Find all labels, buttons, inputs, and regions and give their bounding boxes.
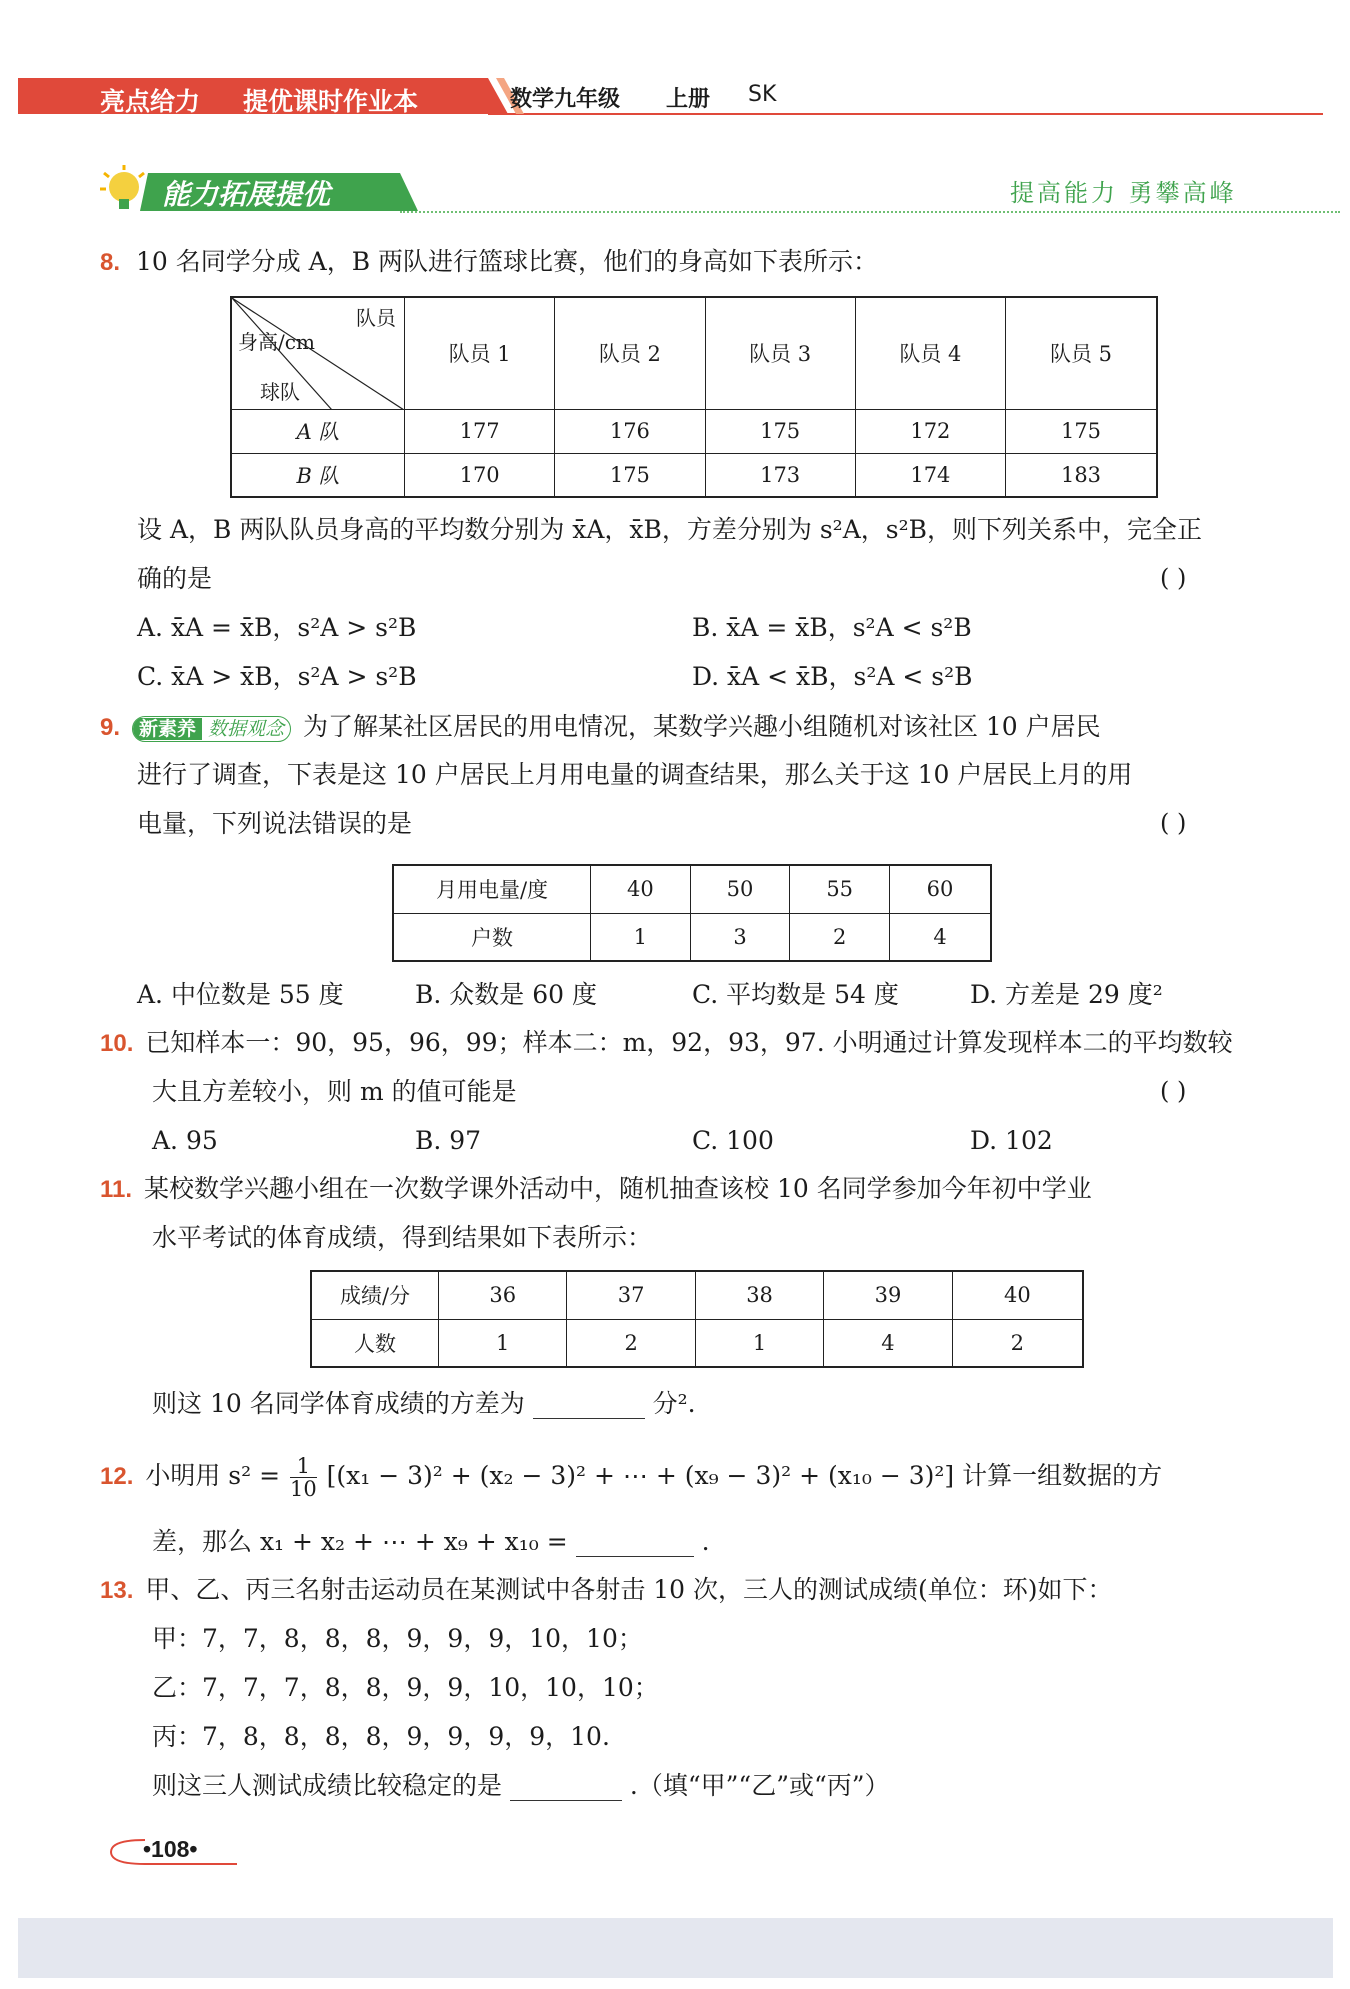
q8-col-header: 队员 5 [1006, 297, 1158, 409]
q11-answer-blank[interactable] [533, 1394, 645, 1419]
table-cell: 1 [695, 1319, 823, 1367]
q9-text1: 为了解某社区居民的用电情况，某数学兴趣小组随机对该社区 10 户居民 [302, 712, 1101, 741]
table-cell: 3 [690, 913, 790, 961]
q13-bing: 丙：7，8，8，8，8，9，9，9，9，10. [152, 1722, 610, 1751]
table-cell: 39 [824, 1271, 952, 1319]
q8-col-header: 队员 4 [855, 297, 1005, 409]
q12-post: 计算一组数据的方 [962, 1461, 1163, 1490]
q11-text1: 某校数学兴趣小组在一次数学课外活动中，随机抽查该校 10 名同学参加今年初中学业 [144, 1174, 1092, 1203]
table-cell: 175 [705, 409, 855, 453]
q10-option-c: C. 100 [692, 1126, 774, 1155]
header-book: 提优课时作业本 [243, 87, 419, 116]
q8-row-a [231, 409, 1157, 453]
table-cell: 175 [1006, 409, 1158, 453]
q9-line2: 进行了调查，下表是这 10 户居民上月用电量的调查结果，那么关于这 10 户居民上月的用 [137, 760, 1133, 789]
bottom-band [18, 1918, 1333, 1978]
q8-stem-line [100, 247, 878, 278]
q8-team-label: B 队 [231, 453, 405, 497]
header-subject: 数学九年级 [510, 87, 621, 112]
q9-option-c: C. 平均数是 54 度 [692, 980, 899, 1009]
header-bar [18, 76, 1323, 116]
q9-tag [132, 716, 291, 742]
q13-text1: 甲、乙、丙三名射击运动员在某测试中各射击 10 次，三人的测试成绩(单位：环)如下： [145, 1575, 1113, 1604]
q12-fraction [290, 1455, 317, 1500]
table-cell: 40 [952, 1271, 1083, 1319]
q10-option-a: A. 95 [152, 1126, 218, 1155]
q11-ask [152, 1389, 696, 1419]
q9-number: 9. [100, 714, 121, 741]
q11-line2: 水平考试的体育成绩，得到结果如下表所示： [152, 1223, 653, 1252]
table-cell: 1 [439, 1319, 567, 1367]
table-cell: 40 [591, 865, 691, 913]
q10-line1 [100, 1028, 1233, 1059]
q8-option-b: B. x̄A = x̄B，s²A < s²B [692, 613, 972, 642]
q13-answer-blank[interactable] [510, 1776, 622, 1801]
q10-text1: 已知样本一：90，95，96，99；样本二：m，92，93，97. 小明通过计算发现样本二的平均数较 [145, 1028, 1233, 1057]
q12-line2 [152, 1527, 710, 1557]
table-cell: 176 [555, 409, 705, 453]
table-cell: 174 [855, 453, 1005, 497]
q10-option-b: B. 97 [415, 1126, 482, 1155]
q8-col-header: 队员 3 [705, 297, 855, 409]
q13-jia: 甲：7，7，8，8，8，9，9，9，10，10； [152, 1624, 643, 1653]
q8-ask-line1: 设 A，B 两队队员身高的平均数分别为 x̄A，x̄B，方差分别为 s²A，s²B，则下列关系中，完全正 [137, 515, 1202, 544]
q12-line2-pre: 差，那么 x₁ + x₂ + ⋯ + x₉ + x₁₀ = [152, 1527, 568, 1556]
table-cell: 55 [790, 865, 890, 913]
section-underline [400, 211, 1340, 213]
q9-answer-paren[interactable]: ( ) [1160, 809, 1187, 837]
q11-ask-pre: 则这 10 名同学体育成绩的方差为 [152, 1389, 525, 1418]
table-cell: 1 [591, 913, 691, 961]
q8-col-header: 队员 2 [555, 297, 705, 409]
q8-col-header: 队员 1 [405, 297, 555, 409]
q9-line3: 电量，下列说法错误的是 [137, 809, 413, 838]
table-cell: 2 [952, 1319, 1083, 1367]
header-brand: 亮点给力 [100, 87, 201, 116]
q8-option-a: A. x̄A = x̄B，s²A > s²B [137, 613, 417, 642]
table-cell: 177 [405, 409, 555, 453]
table-cell: 37 [567, 1271, 695, 1319]
q12-frac-num: 1 [290, 1455, 317, 1478]
q12-frac-den: 10 [289, 1477, 317, 1501]
q8-table [230, 296, 1158, 498]
section-motto: 提高能力 勇攀高峰 [1010, 179, 1237, 207]
q9-option-b: B. 众数是 60 度 [415, 980, 597, 1009]
table-cell: 2 [790, 913, 890, 961]
q9-table [392, 864, 992, 962]
q10-answer-paren[interactable]: ( ) [1160, 1077, 1187, 1105]
table-cell: 50 [690, 865, 790, 913]
q8-corner-top: 队员 [356, 306, 396, 330]
table-cell: 172 [855, 409, 1005, 453]
table-cell: 183 [1006, 453, 1158, 497]
q9-option-a: A. 中位数是 55 度 [137, 980, 344, 1009]
q9-tag-primary: 新素养 [133, 718, 202, 740]
q8-answer-paren[interactable]: ( ) [1160, 564, 1187, 592]
q9-row-label: 月用电量/度 [393, 865, 591, 913]
table-cell: 170 [405, 453, 555, 497]
q10-line2: 大且方差较小，则 m 的值可能是 [152, 1077, 517, 1106]
q13-ask [152, 1771, 890, 1801]
q11-row-label: 成绩/分 [311, 1271, 439, 1319]
q12-number: 12. [100, 1463, 134, 1490]
q8-corner-cell [231, 297, 405, 409]
table-cell: 36 [439, 1271, 567, 1319]
q13-ask-post: .（填“甲”“乙”或“丙”） [629, 1771, 890, 1800]
q13-yi: 乙：7，7，7，8，8，9，9，10，10，10； [152, 1673, 659, 1702]
q8-option-d: D. x̄A < x̄B，s²A < s²B [692, 662, 973, 691]
q11-number: 11. [100, 1176, 133, 1203]
table-cell: 2 [567, 1319, 695, 1367]
q10-option-d: D. 102 [970, 1126, 1053, 1155]
q9-line1 [100, 712, 1101, 743]
q8-corner-mid: 身高/cm [238, 330, 315, 354]
q9-row-label: 户数 [393, 913, 591, 961]
table-cell: 38 [695, 1271, 823, 1319]
q12-line1 [100, 1455, 1162, 1500]
q9-tag-secondary: 数据观念 [207, 717, 284, 740]
q8-option-c: C. x̄A > x̄B，s²A > s²B [137, 662, 417, 691]
q12-line2-post: . [701, 1527, 710, 1556]
page-number: •108• [143, 1836, 198, 1862]
q8-corner-bottom: 球队 [260, 379, 300, 404]
table-cell: 4 [824, 1319, 952, 1367]
q13-number: 13. [100, 1577, 134, 1604]
table-cell: 4 [890, 913, 991, 961]
q13-line1 [100, 1575, 1113, 1606]
q9-option-d: D. 方差是 29 度² [970, 980, 1163, 1009]
q8-row-b [231, 453, 1157, 497]
section-title: 能力拓展提优 [162, 178, 331, 211]
q8-stem: 10 名同学分成 A，B 两队进行篮球比赛，他们的身高如下表所示： [135, 247, 879, 276]
table-cell: 60 [890, 865, 991, 913]
q12-pre: 小明用 s² = [145, 1461, 281, 1490]
table-cell: 173 [705, 453, 855, 497]
section-banner [100, 165, 1250, 215]
q8-number: 8. [100, 249, 121, 276]
table-cell: 175 [555, 453, 705, 497]
q11-line1 [100, 1174, 1092, 1205]
page-number-area [105, 1830, 245, 1870]
q11-table [310, 1270, 1084, 1368]
q12-formula: [(x₁ − 3)² + (x₂ − 3)² + ⋯ + (x₉ − 3)² + (x₁₀ − 3)²] [326, 1461, 955, 1490]
q11-row-label: 人数 [311, 1319, 439, 1367]
q10-number: 10. [100, 1030, 134, 1057]
q13-ask-pre: 则这三人测试成绩比较稳定的是 [152, 1771, 503, 1800]
header-volume: 上册 [666, 87, 711, 112]
q8-team-label: A 队 [231, 409, 405, 453]
header-edition: SK [748, 82, 777, 107]
q11-ask-post: 分². [652, 1389, 696, 1418]
q12-answer-blank[interactable] [576, 1532, 694, 1557]
q8-ask-line2: 确的是 [137, 564, 213, 593]
